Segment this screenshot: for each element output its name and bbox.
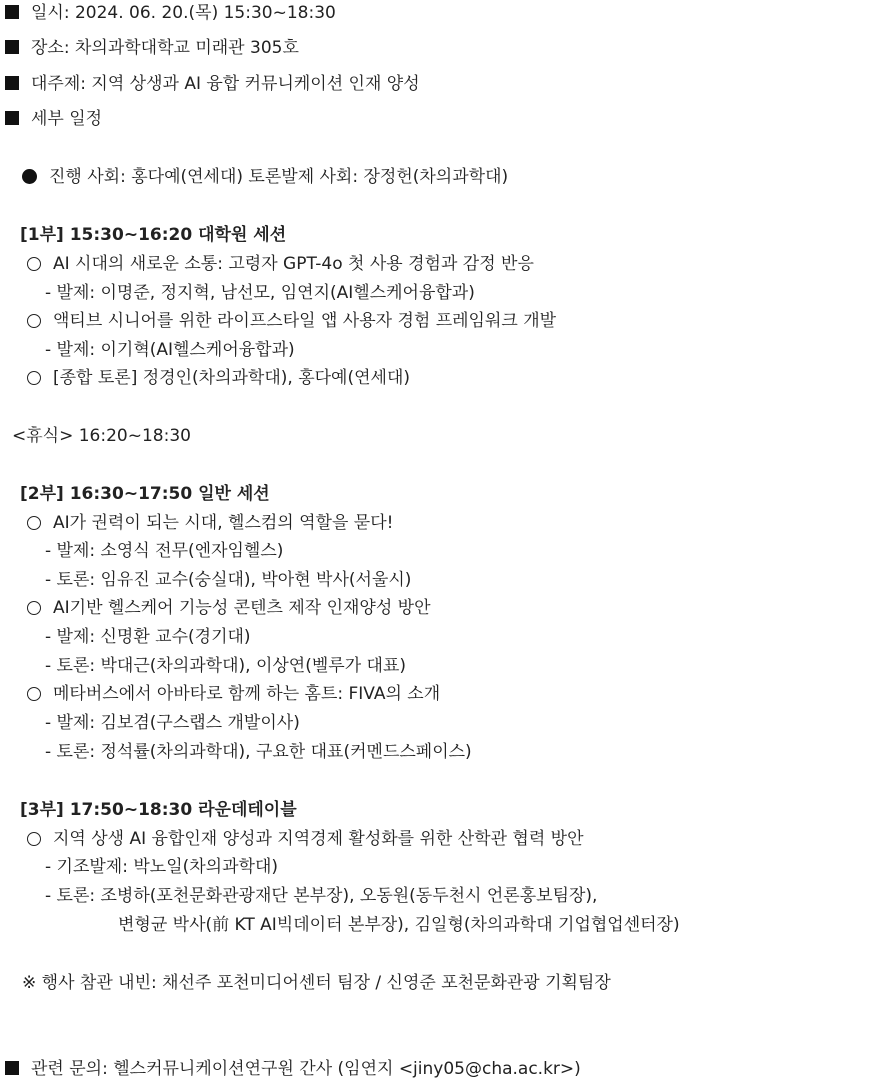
- contact-line: [5, 1058, 581, 1080]
- part1-session-2-presenter: - 발제: 이기혁(AI헬스케어융합과): [45, 340, 295, 360]
- theme-line: [5, 73, 420, 95]
- hollow-circle-bullet-icon: [27, 314, 41, 328]
- hollow-circle-bullet-icon: [27, 257, 41, 271]
- part2-session-1-discussants: - 토론: 임유진 교수(숭실대), 박아현 박사(서울시): [45, 570, 412, 590]
- venue-text: 장소: 차의과학대학교 미래관 305호: [31, 38, 299, 58]
- part1-discussion: [27, 367, 410, 389]
- part1-session-2: [27, 310, 556, 332]
- part1-session-1-presenter: - 발제: 이명준, 정지혁, 남선모, 임연지(AI헬스케어융합과): [45, 283, 475, 303]
- date-line: [5, 2, 336, 24]
- part2-session-3: [27, 683, 440, 705]
- part3-discussants-cont: 변형균 박사(前 KT AI빅데이터 본부장), 김일형(차의과학대 기업협업센터장): [118, 915, 680, 935]
- part3-session-title: 지역 상생 AI 융합인재 양성과 지역경제 활성화를 위한 산학관 협력 방안: [53, 829, 584, 849]
- part2-session-1: [27, 512, 393, 534]
- part3-session: [27, 828, 584, 850]
- part2-session-3-discussants: - 토론: 정석률(차의과학대), 구요한 대표(커멘드스페이스): [45, 742, 472, 762]
- part2-session-1-title: AI가 권력이 되는 시대, 헬스컴의 역할을 묻다!: [53, 513, 394, 533]
- part1-title: [1부] 15:30~16:20 대학원 세션: [20, 225, 287, 245]
- guests-note: ※ 행사 참관 내빈: 채선주 포천미디어센터 팀장 / 신영준 포천문화관광 기획팀장: [22, 973, 611, 993]
- hollow-circle-bullet-icon: [27, 601, 41, 615]
- part2-session-3-title: 메타버스에서 아바타로 함께 하는 홈트: FIVA의 소개: [53, 684, 441, 704]
- hollow-circle-bullet-icon: [27, 832, 41, 846]
- venue-line: [5, 37, 299, 59]
- part2-session-2-title: AI기반 헬스케어 기능성 콘텐츠 제작 인재양성 방안: [53, 598, 431, 618]
- part1-session-2-title: 액티브 시니어를 위한 라이프스타일 앱 사용자 경험 프레임워크 개발: [53, 311, 557, 331]
- hollow-circle-bullet-icon: [27, 516, 41, 530]
- square-bullet-icon: [5, 5, 19, 19]
- square-bullet-icon: [5, 76, 19, 90]
- part2-session-2: [27, 597, 431, 619]
- square-bullet-icon: [5, 1061, 19, 1075]
- hollow-circle-bullet-icon: [27, 687, 41, 701]
- part1-session-1-title: AI 시대의 새로운 소통: 고령자 GPT-4o 첫 사용 경험과 감정 반응: [53, 254, 534, 274]
- theme-text: 대주제: 지역 상생과 AI 융합 커뮤니케이션 인재 양성: [31, 74, 420, 94]
- part3-title: [3부] 17:50~18:30 라운데테이블: [20, 800, 297, 820]
- part2-session-1-presenter: - 발제: 소영식 전무(엔자임헬스): [45, 541, 284, 561]
- part1-discussion-text: [종합 토론] 정경인(차의과학대), 홍다예(연세대): [53, 368, 411, 388]
- part3-discussants: - 토론: 조병하(포천문화관광재단 본부장), 오동원(동두천시 언론홍보팀장),: [45, 886, 598, 906]
- date-text: 일시: 2024. 06. 20.(목) 15:30~18:30: [31, 3, 336, 23]
- contact-text: 관련 문의: 헬스커뮤니케이션연구원 간사 (임연지 <jiny05@cha.ac.kr>): [31, 1059, 581, 1079]
- part2-session-3-presenter: - 발제: 김보겸(구스랩스 개발이사): [45, 713, 300, 733]
- square-bullet-icon: [5, 111, 19, 125]
- part2-session-2-presenter: - 발제: 신명환 교수(경기대): [45, 627, 251, 647]
- part3-keynote: - 기조발제: 박노일(차의과학대): [45, 857, 278, 877]
- square-bullet-icon: [5, 40, 19, 54]
- schedule-heading-line: [5, 108, 102, 130]
- moderators-text: 진행 사회: 홍다예(연세대) 토론발제 사회: 장정헌(차의과학대): [49, 167, 509, 187]
- part2-title: [2부] 16:30~17:50 일반 세션: [20, 484, 270, 504]
- break-line: <휴식> 16:20~18:30: [12, 426, 191, 446]
- part2-session-2-discussants: - 토론: 박대근(차의과학대), 이상연(벨루가 대표): [45, 656, 407, 676]
- schedule-heading-text: 세부 일정: [31, 109, 103, 129]
- part1-session-1: [27, 253, 534, 275]
- hollow-circle-bullet-icon: [27, 371, 41, 385]
- moderators-line: [22, 166, 508, 188]
- filled-circle-bullet-icon: [22, 169, 37, 184]
